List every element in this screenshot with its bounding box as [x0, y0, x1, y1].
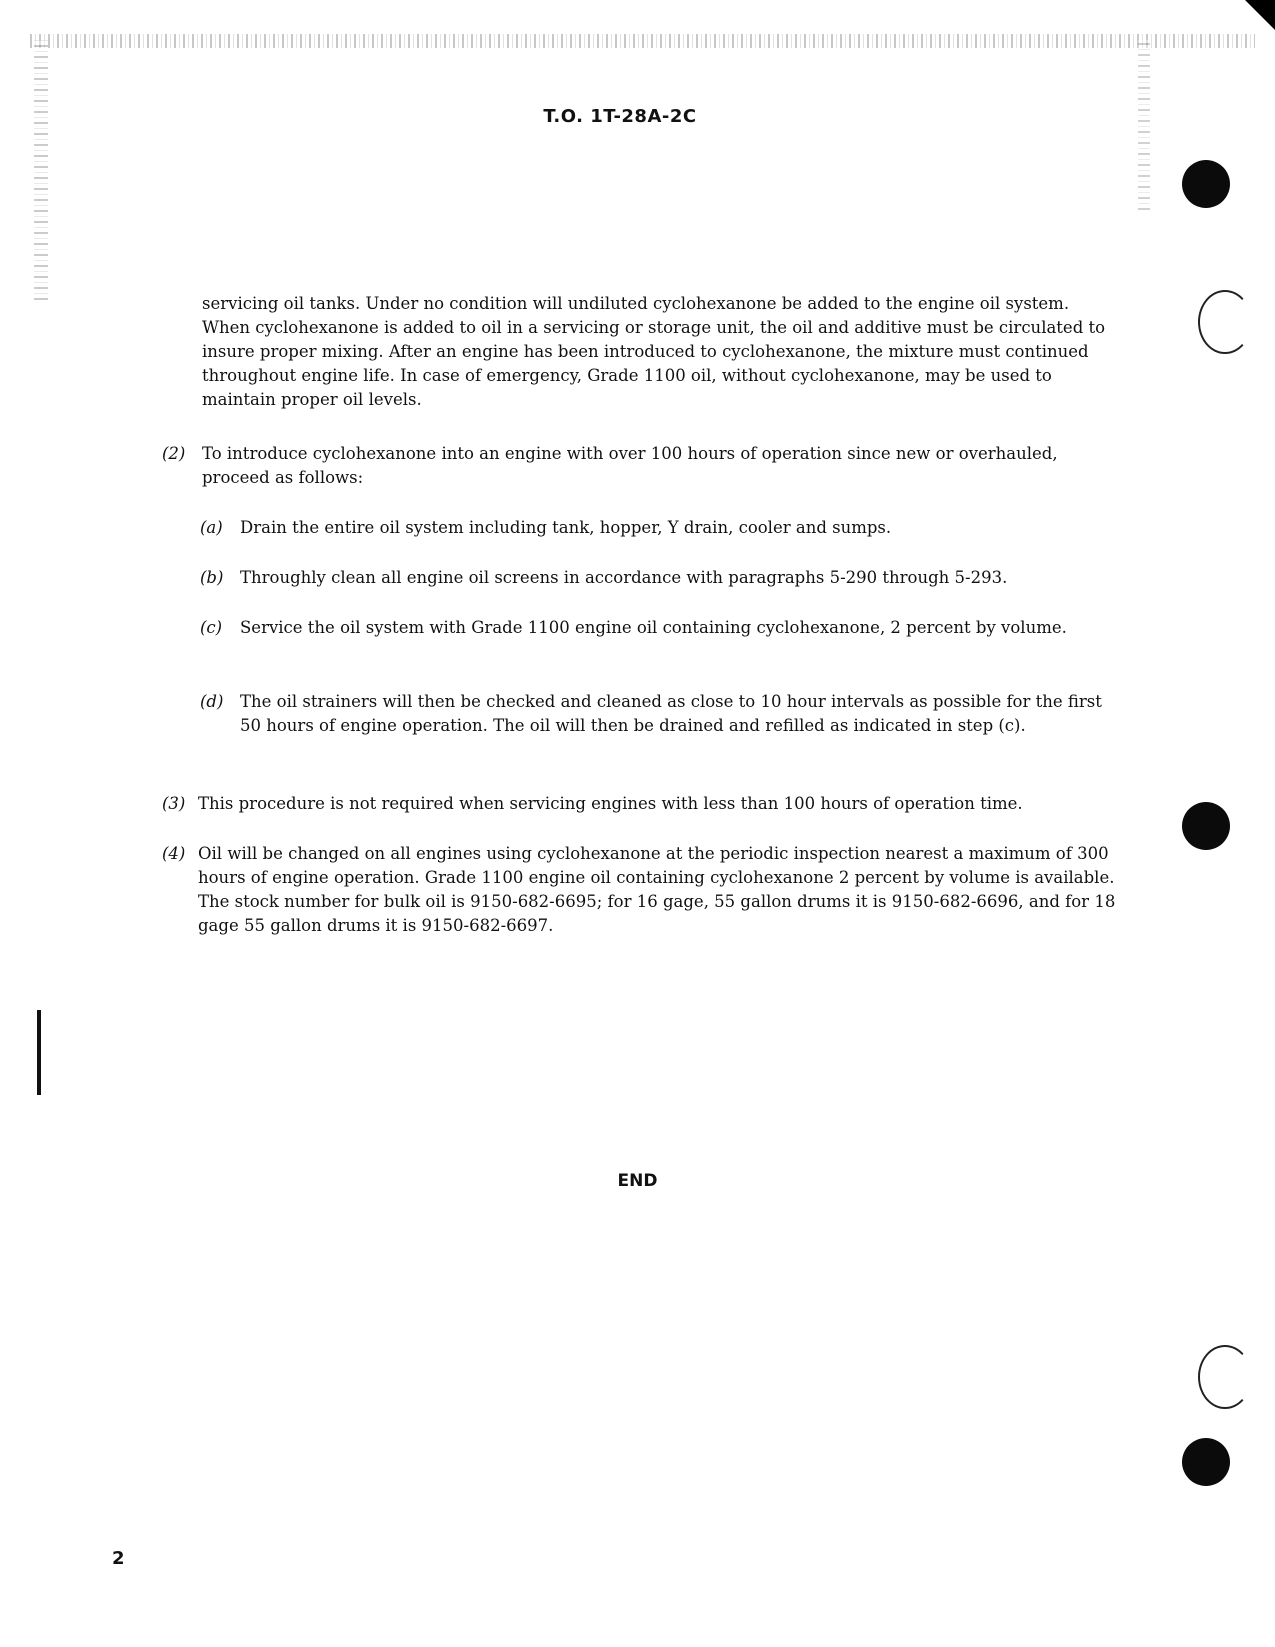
document-number: T.O. 1T-28A-2C: [543, 106, 697, 127]
substep-b-text: Throughly clean all engine oil screens in accordance with paragraphs 5-290 through 5-293.: [240, 568, 1008, 587]
intro-paragraph: servicing oil tanks. Under no condition will undiluted cyclohexanone be added to the engine oil system. When cyclohexanone is added to oil in a servicing or storage unit, the oil and additive must be circulated to insure proper mixing. After an engine has been introduced to cyclohexanone, the mixture must continued throughout engine life. In case of emergency, Grade 1100 oil, without cyclohexanone, may be used to maintain proper oil levels.: [202, 294, 1106, 409]
punch-hole-top: [1182, 160, 1230, 208]
step-3-text: This procedure is not required when servicing engines with less than 100 hours of operation time.: [198, 794, 1023, 813]
punch-hole-middle: [1182, 802, 1230, 850]
step-4-label: (4): [162, 844, 186, 863]
substep-b-label: (b): [200, 568, 224, 587]
scan-edge-bar: [37, 1010, 41, 1095]
substep-d-label: (d): [200, 692, 224, 711]
substep-c-text: Service the oil system with Grade 1100 engine oil containing cyclohexanone, 2 percent by volume.: [240, 618, 1067, 637]
punch-hole-bottom: [1182, 1438, 1230, 1486]
substep-a-label: (a): [200, 518, 223, 537]
step-2-label: (2): [162, 444, 186, 463]
step-4-text: Oil will be changed on all engines using cyclohexanone at the periodic inspection nearest a maximum of 300 hours of engine operation. Grade 1100 engine oil containing cyclohexanone 2 percent by volume is available. The stock number for bulk oil is 9150-682-6695; for 16 gage, 55 gallon drums it is 9150-682-6696, and for 18 gage 55 gallon drums it is 9150-682-6697.: [198, 844, 1116, 935]
substep-c-label: (c): [200, 618, 223, 637]
end-mark: END: [617, 1171, 658, 1191]
page-number: 2: [112, 1548, 125, 1569]
scan-noise-top: [30, 34, 1255, 48]
ring-mark-bottom: [1198, 1345, 1252, 1409]
substep-d-text: The oil strainers will then be checked and cleaned as close to 10 hour intervals as possible for the first 50 hours of engine operation. The oil will then be drained and refilled as indicated in step (c).: [240, 692, 1102, 735]
scan-noise-left: [34, 40, 48, 300]
substep-a-text: Drain the entire oil system including tank, hopper, Y drain, cooler and sumps.: [240, 518, 892, 537]
corner-fold: [1245, 0, 1275, 30]
step-3-label: (3): [162, 794, 186, 813]
ring-mark-top: [1198, 290, 1252, 354]
step-2-text: To introduce cyclohexanone into an engine with over 100 hours of operation since new or overhauled, proceed as follows:: [202, 444, 1058, 487]
